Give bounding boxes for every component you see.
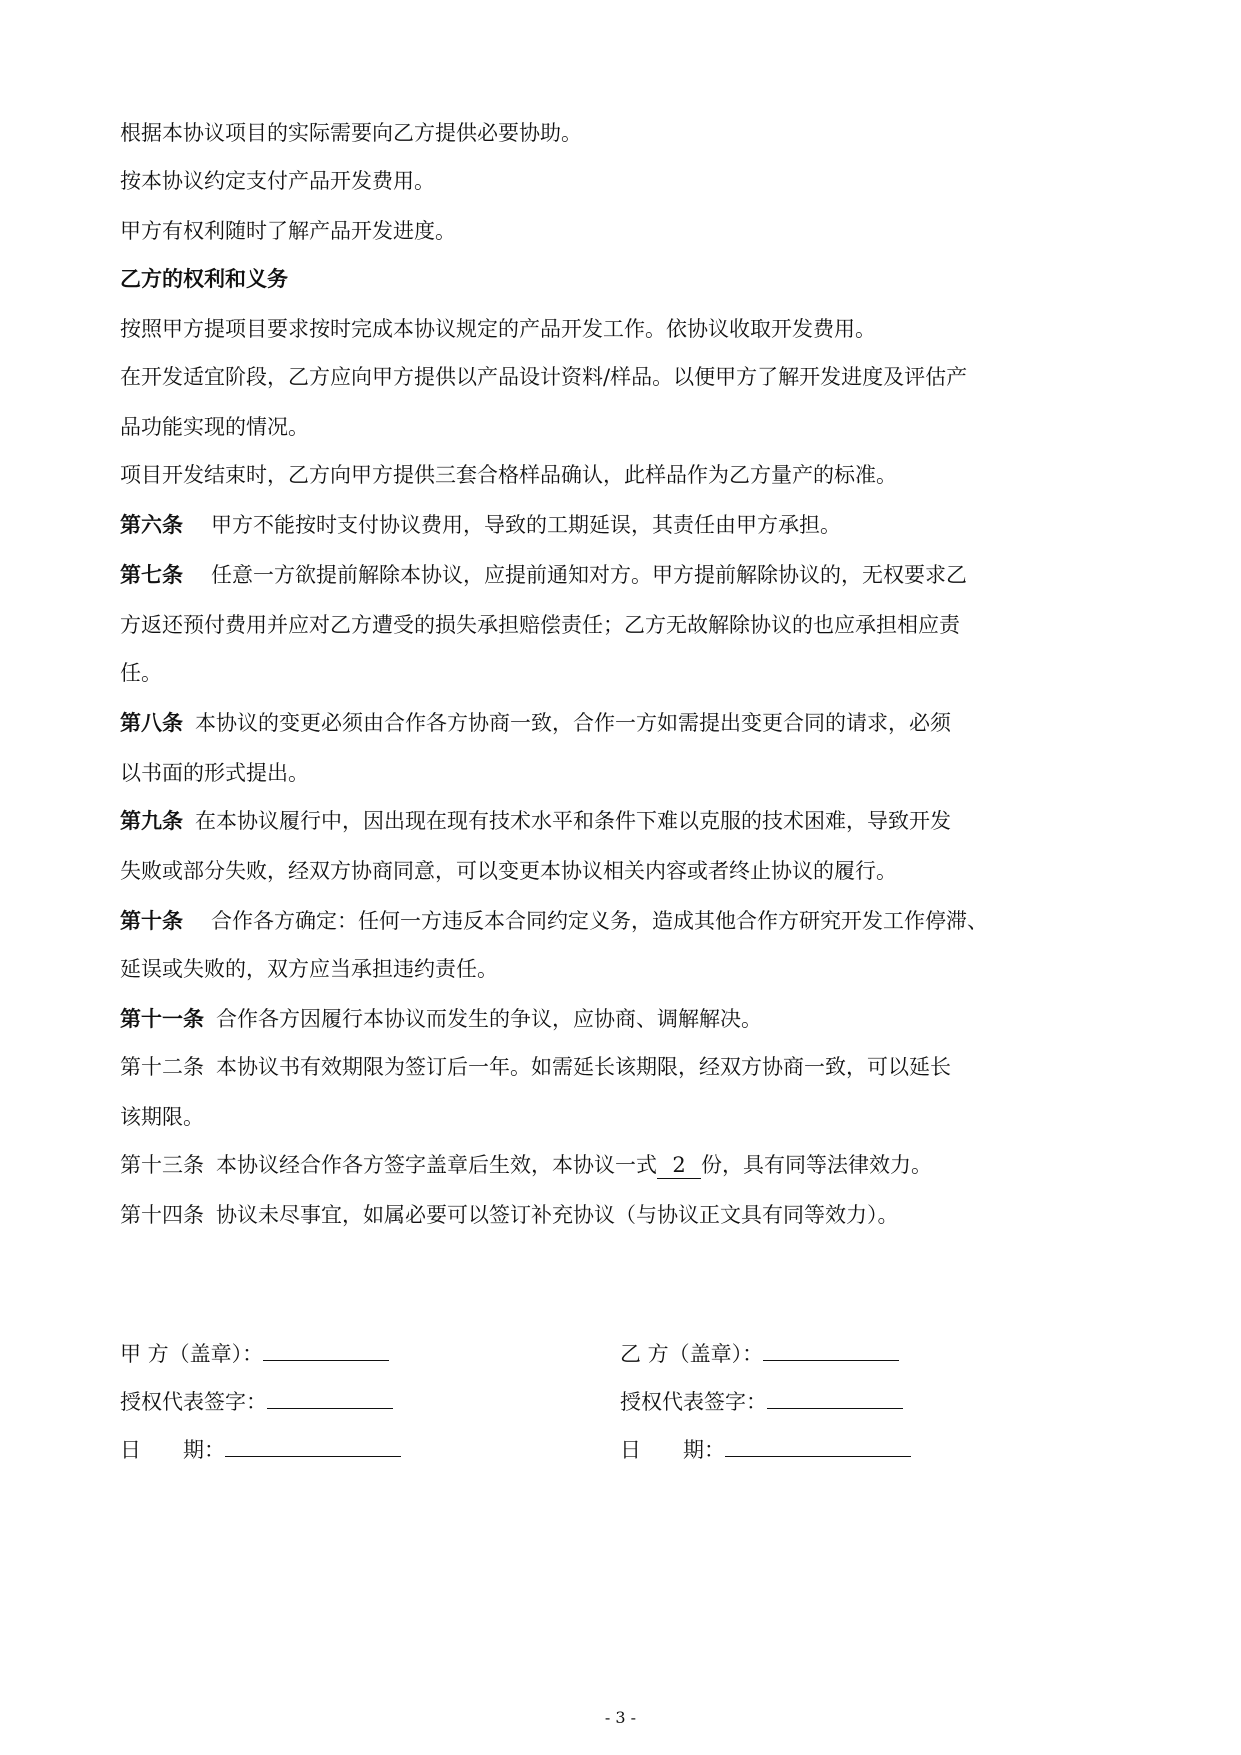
page-number: - 3 - [604,1708,637,1727]
copies-count: 2 [657,1152,701,1179]
paragraph: 项目开发结束时，乙方向甲方提供三套合格样品确认，此样品作为乙方量产的标准。 [120,463,897,487]
party-b-date-label: 日 期： [620,1438,725,1462]
article-label: 第十一条 [120,1007,204,1031]
article-text: 合作各方因履行本协议而发生的争议，应协商、调解解决。 [216,1007,762,1031]
article-9-line-2: 失败或部分失败，经双方协商同意，可以变更本协议相关内容或者终止协议的履行。 [120,859,897,883]
article-text: 任意一方欲提前解除本协议，应提前通知对方。甲方提前解除协议的，无权要求乙 [211,563,967,587]
article-label: 第十三条 [120,1153,204,1177]
party-b-seal [620,1340,899,1367]
party-b-seal-line[interactable] [763,1340,899,1361]
article-label: 第十四条 [120,1203,204,1227]
article-6 [120,512,841,538]
paragraph: 按本协议约定支付产品开发费用。 [120,169,435,193]
article-9 [120,808,951,834]
article-label: 第九条 [120,809,183,833]
article-7-line-3: 任。 [120,661,162,685]
party-a-seal [120,1340,389,1367]
article-label: 第六条 [120,513,183,537]
article-text: 合作各方确定：任何一方违反本合同约定义务，造成其他合作方研究开发工作停滞、 [211,909,988,933]
article-text: 甲方不能按时支付协议费用，导致的工期延误，其责任由甲方承担。 [211,513,841,537]
party-a-rep-label: 授权代表签字： [120,1390,267,1414]
article-12-line-2: 该期限。 [120,1105,204,1129]
section-heading: 乙方的权利和义务 [120,267,288,291]
party-b-rep-label: 授权代表签字： [620,1390,767,1414]
article-text: 在本协议履行中，因出现在现有技术水平和条件下难以克服的技术困难，导致开发 [195,809,951,833]
party-b-rep [620,1388,903,1415]
party-a-date-line[interactable] [225,1436,401,1457]
party-a-seal-line[interactable] [263,1340,389,1361]
article-text: 协议未尽事宜，如属必要可以签订补充协议（与协议正文具有同等效力）。 [216,1203,899,1227]
party-a-rep [120,1388,393,1415]
party-b-date-line[interactable] [725,1436,911,1457]
article-8-line-2: 以书面的形式提出。 [120,761,309,785]
article-label: 第十二条 [120,1055,204,1079]
article-8 [120,710,951,736]
article-14 [120,1202,899,1228]
article-text: 本协议书有效期限为签订后一年。如需延长该期限，经双方协商一致，可以延长 [216,1055,951,1079]
paragraph: 甲方有权利随时了解产品开发进度。 [120,219,456,243]
article-label: 第十条 [120,909,183,933]
article-12 [120,1054,951,1080]
article-10-line-2: 延误或失败的，双方应当承担违约责任。 [120,957,498,981]
article-11 [120,1006,762,1032]
article-13 [120,1152,932,1179]
party-b-rep-line[interactable] [767,1388,903,1409]
party-b-seal-label: 乙 方（盖章）： [620,1342,764,1366]
article-label: 第八条 [120,711,183,735]
party-a-date-label: 日 期： [120,1438,225,1462]
party-a-date [120,1436,401,1463]
paragraph: 按照甲方提项目要求按时完成本协议规定的产品开发工作。依协议收取开发费用。 [120,317,876,341]
article-text-after: 份，具有同等法律效力。 [701,1153,932,1177]
paragraph: 在开发适宜阶段，乙方应向甲方提供以产品设计资料/样品。以便甲方了解开发进度及评估产 [120,365,968,389]
party-a-seal-label: 甲 方（盖章）： [120,1342,264,1366]
article-label: 第七条 [120,563,183,587]
party-a-rep-line[interactable] [267,1388,393,1409]
article-7-line-2: 方返还预付费用并应对乙方遭受的损失承担赔偿责任；乙方无故解除协议的也应承担相应责 [120,613,960,637]
paragraph-continued: 品功能实现的情况。 [120,415,309,439]
paragraph: 根据本协议项目的实际需要向乙方提供必要协助。 [120,121,582,145]
article-text: 本协议经合作各方签字盖章后生效，本协议一式 [216,1153,657,1177]
party-b-date [620,1436,911,1463]
article-10 [120,908,988,934]
article-7 [120,562,967,588]
article-text: 本协议的变更必须由合作各方协商一致，合作一方如需提出变更合同的请求，必须 [195,711,951,735]
